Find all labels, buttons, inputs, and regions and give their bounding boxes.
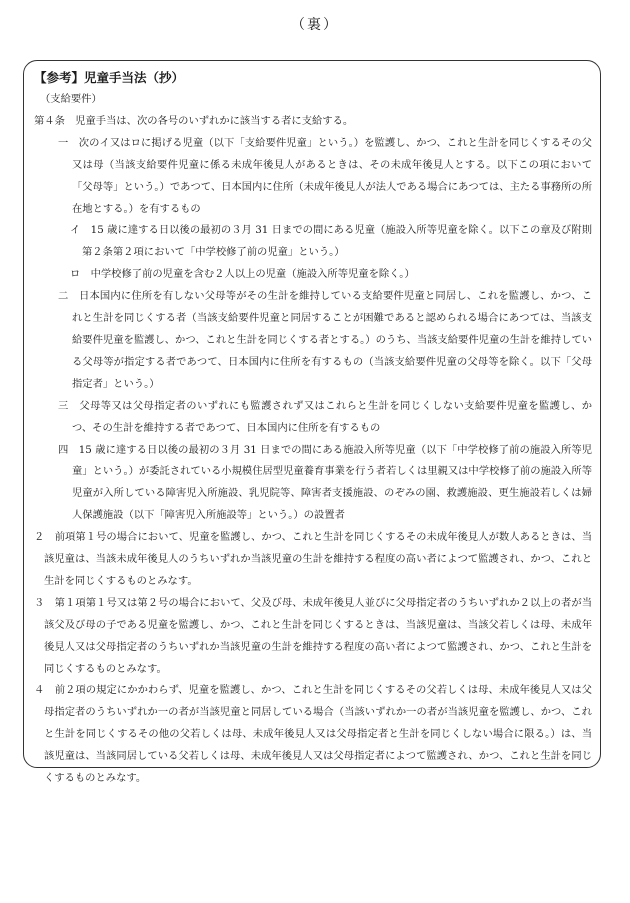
item-4-text: 四 15 歳に達する日以後の最初の３月 31 日までの間にある施設入所等児童（以下「中学校修了前の施設入所等児童」という。）が委託されている小規模住居型児童養育事業を行う者若しくは里親又は中学校修了前の施設入所等児童が入所している障害児入所施設、乳児院等、障害者支援施設、のぞみの園、救護施設、更生施設若しくは婦人保護施設（以下「障害児入所施設等」という。）の設置者 xyxy=(58,443,592,522)
paragraph-2-text: ２ 前項第１号の場合において、児童を監護し、かつ、これと生計を同じくするその未成年後見人が数人あるときは、当該児童は、当該未成年後見人のうちいずれか当該児童の生計を維持する程度の高い者によつて監護され、かつ、これと生計を同じくするものとみなす。 xyxy=(34,531,592,587)
item-1-i-text: イ 15 歳に達する日以後の最初の３月 31 日までの間にある児童（施設入所等児童を除く。以下この章及び附則第２条第２項において「中学校修了前の児童」という。） xyxy=(70,224,592,259)
item-3-text: 三 父母等又は父母指定者のいずれにも監護されず又はこれらと生計を同じくしない支給要件児童を監護し、かつ、その生計を維持する者であつて、日本国内に住所を有するもの xyxy=(58,399,592,434)
section-caption: （支給要件） xyxy=(40,93,102,105)
item-1-text: 一 次のイ又はロに掲げる児童（以下「支給要件児童」という。）を監護し、かつ、これと生計を同じくするその父又は母（当該支給要件児童に係る未成年後見人があるときは、その未成年後見人とする。以下この項において「父母等」という。）であつて、日本国内に住所（未成年後見人が法人である場合にあつては、主たる事務所の所在地とする。）を有するもの xyxy=(58,136,592,215)
paragraph-3-text: ３ 第１項第１号又は第２号の場合において、父及び母、未成年後見人並びに父母指定者のうちいずれか２以上の者が当該父及び母の子である児童を監護し、かつ、これと生計を同じくするときは、当該児童は、当該父若しくは母、未成年後見人又は父母指定者のうちいずれか当該児童の生計を維持する程度の高い者によつて監護され、かつ、これと生計を同じくするものとみなす。 xyxy=(34,596,592,675)
reference-box xyxy=(23,60,601,785)
page-side-label: （裏） xyxy=(291,17,339,33)
item-2-text: 二 日本国内に住所を有しない父母等がその生計を維持している支給要件児童と同居し、これを監護し、かつ、これと生計を同じくする者（当該支給要件児童と同居することが困難であると認められる場合にあつては、当該支給要件児童を監護し、かつ、これと生計を同じくする者とする。）のうち、当該支給要件児童の生計を維持している父母等が指定する者であつて、日本国内に住所を有するもの（当該支給要件児童の父母等を除く。以下「父母指定者」という。） xyxy=(58,290,592,390)
reference-title: 【参考】児童手当法（抄） xyxy=(34,70,185,85)
article-4-text: 第４条 児童手当は、次の各号のいずれかに該当する者に支給する。 xyxy=(34,114,354,127)
paragraph-4-text: ４ 前２項の規定にかかわらず、児童を監護し、かつ、これと生計を同じくするその父若しくは母、未成年後見人又は父母指定者のうちいずれか一の者が当該児童と同居している場合（当該いずれか一の者が当該児童を監護し、かつ、これと生計を同じくするその他の父若しくは母、未成年後見人又は父母指定者と生計を同じくしない場合に限る。）は、当該児童は、当該同居している父若しくは母、未成年後見人又は父母指定者によつて監護され、かつ、これと生計を同じくするものとみなす。 xyxy=(34,684,592,785)
item-1-ro-text: ロ 中学校修了前の児童を含む２人以上の児童（施設入所等児童を除く。） xyxy=(70,268,415,281)
